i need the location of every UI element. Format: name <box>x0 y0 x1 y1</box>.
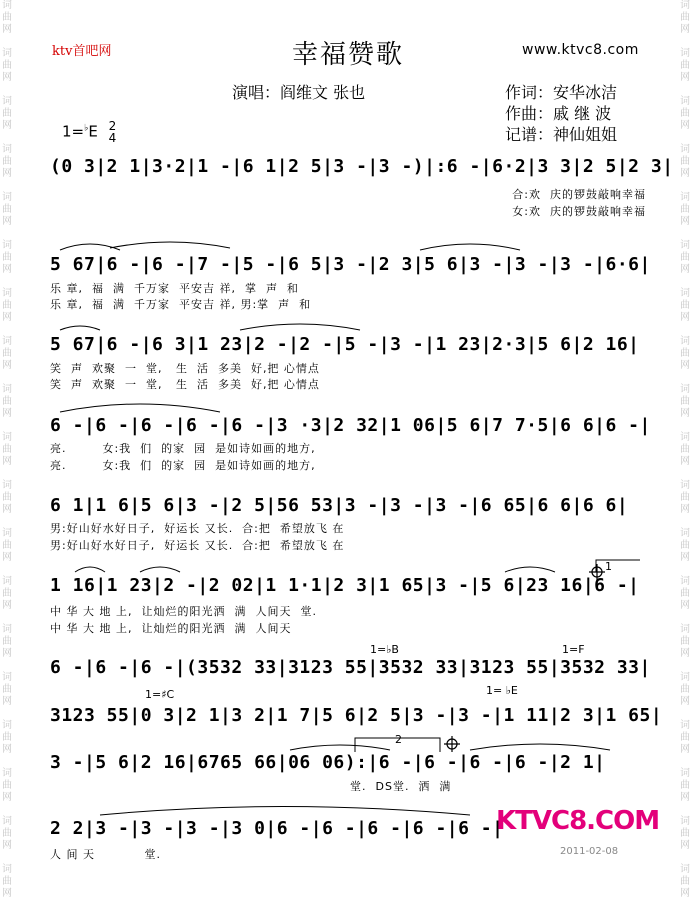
modulation-2: 1=F <box>562 643 585 656</box>
lyric-line-2b: 乐 章, 福 满 千万家 平安吉 祥, 男:掌 声 和 <box>50 298 312 311</box>
staff-line-8: 3123 55|0 3|2 1|3 2|1 7|5 6|2 5|3 -|3 -|1 11|2 3|1 65| <box>50 705 663 726</box>
ktvc8-logo: KTVC8.COM <box>496 806 660 836</box>
staff-line-9: 3 -|5 6|2 16|6765 66|06 06):|6 -|6 -|6 -|6 -|2 1| <box>50 752 606 773</box>
brand-label: ktv首吧网 <box>52 44 112 59</box>
volta-2-label: 2 <box>395 733 402 746</box>
slur <box>505 567 555 572</box>
key-signature <box>62 120 116 144</box>
lyric-line-2a: 乐 章, 福 满 千万家 平安吉 祥, 掌 声 和 <box>50 282 299 295</box>
lyric-line-5a: 男:好山好水好日子, 好运长 又长. 合:把 希望放飞 在 <box>50 522 345 535</box>
modulation-3: 1=♯C <box>145 688 175 701</box>
slur <box>60 244 120 250</box>
time-signature <box>109 120 117 144</box>
date-stamp: 2011-02-08 <box>560 846 619 857</box>
key-note: E <box>88 122 98 141</box>
lyric-line-10: 人 间 天 堂. <box>50 848 161 861</box>
singers: 演唱：阎维文 张也 <box>232 83 366 102</box>
staff-line-2: 5 67|6 -|6 -|7 -|5 -|6 5|3 -|2 3|5 6|3 -|3 -|3 -|6·6| <box>50 254 651 275</box>
lyric-line-1b: 女:欢 庆的锣鼓敲响幸福 <box>512 205 646 218</box>
staff-line-5: 6 1|1 6|5 6|3 -|2 5|56 53|3 -|3 -|3 -|6 65|6 6|6 6| <box>50 495 629 516</box>
key-prefix: 1= <box>62 122 85 141</box>
lyricist: 作词：安华冰洁 <box>505 83 618 102</box>
flat-sign: ♭ <box>84 123 89 134</box>
lyric-line-4a: 亮. 女:我 们 的家 园 是如诗如画的地方, <box>50 442 316 455</box>
volta-1-label: 1 <box>605 560 612 573</box>
watermark-right: 词 曲 网 词 曲 网 词 曲 网 词 曲 网 词 曲 网 词 曲 网 词 曲 网 词 曲 网 词 曲 网 词 曲 网 词 曲 网 词 曲 网 词 曲 网 词 曲 网 词 曲 网 词 曲 网 词 曲 网 词 曲 网 词 曲 网 <box>680 0 690 899</box>
slur <box>240 324 360 330</box>
staff-line-10: 2 2|3 -|3 -|3 -|3 0|6 -|6 -|6 -|6 -|6 -| <box>50 818 504 839</box>
lyric-line-9: 堂. DS堂. 洒 满 <box>350 780 452 793</box>
staff-line-6: 1 16|1 23|2 -|2 02|1 1·1|2 3|1 65|3 -|5 6|23 16|6 -| <box>50 575 640 596</box>
time-bottom: 4 <box>108 131 117 145</box>
slur <box>290 745 390 750</box>
site-url: www.ktvc8.com <box>522 42 639 58</box>
slur <box>470 744 610 750</box>
lyric-line-3b: 笑 声 欢聚 一 堂, 生 活 多美 好,把 心情点 <box>50 378 320 391</box>
lyric-line-3a: 笑 声 欢聚 一 堂, 生 活 多美 好,把 心情点 <box>50 362 320 375</box>
lyric-line-1a: 合:欢 庆的锣鼓敲响幸福 <box>512 188 646 201</box>
composer: 作曲：戚 继 波 <box>505 104 612 123</box>
slur <box>60 404 220 412</box>
volta-bracket <box>596 560 640 572</box>
lyric-line-4b: 亮. 女:我 们 的家 园 是如诗如画的地方, <box>50 459 316 472</box>
lyric-line-6a: 中 华 大 地 上, 让灿烂的阳光洒 满 人间天 堂. <box>50 605 317 618</box>
lyric-line-5b: 男:好山好水好日子, 好运长 又长. 合:把 希望放飞 在 <box>50 539 345 552</box>
staff-line-4: 6 -|6 -|6 -|6 -|6 -|3 ·3|2 32|1 06|5 6|7 7·5|6 6|6 -| <box>50 415 651 436</box>
staff-line-7: 6 -|6 -|6 -|(3532 33|3123 55|3532 33|3123 55|3532 33| <box>50 657 651 678</box>
slur <box>420 244 520 250</box>
modulation-1: 1=♭B <box>370 643 399 656</box>
modulation-4: 1= ♭E <box>486 684 518 697</box>
slur <box>75 567 105 572</box>
song-title: 幸福赞歌 <box>291 40 404 70</box>
slur <box>140 567 180 572</box>
transcriber: 记谱：神仙姐姐 <box>505 125 618 144</box>
staff-line-1: (0 3|2 1|3·2|1 -|6 1|2 5|3 -|3 -)|:6 -|6·2|3 3|2 5|2 3| <box>50 156 674 177</box>
slur <box>110 242 230 248</box>
watermark-left: 词 曲 网 词 曲 网 词 曲 网 词 曲 网 词 曲 网 词 曲 网 词 曲 网 词 曲 网 词 曲 网 词 曲 网 词 曲 网 词 曲 网 词 曲 网 词 曲 网 词 曲 网 词 曲 网 词 曲 网 词 曲 网 词 曲 网 <box>2 0 12 899</box>
time-top: 2 <box>108 119 117 133</box>
staff-line-3: 5 67|6 -|6 3|1 23|2 -|2 -|5 -|3 -|1 23|2·3|5 6|2 16| <box>50 334 640 355</box>
lyric-line-6b: 中 华 大 地 上, 让灿烂的阳光洒 满 人间天 <box>50 622 292 635</box>
slur <box>60 326 100 330</box>
slur <box>100 807 470 816</box>
